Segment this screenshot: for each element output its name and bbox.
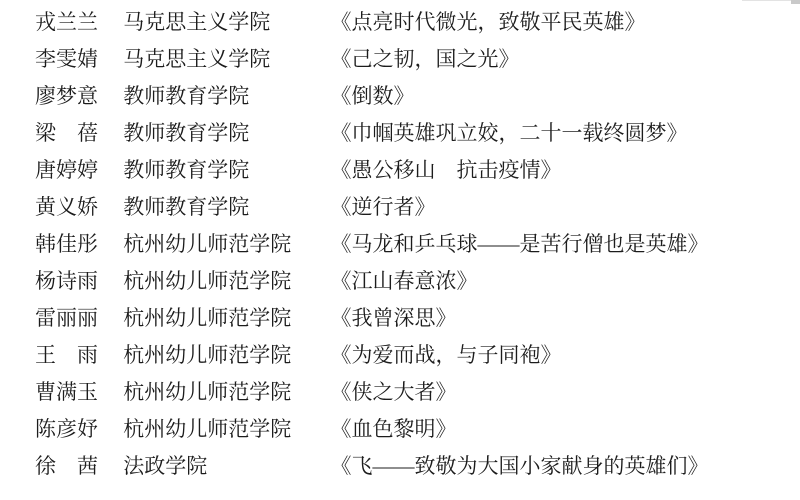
work-title: 《巾帼英雄巩立姣，二十一载终圆梦》 bbox=[330, 121, 688, 145]
college-name: 马克思主义学院 bbox=[123, 10, 271, 34]
college-name: 马克思主义学院 bbox=[123, 47, 271, 71]
college-name: 杭州幼儿师范学院 bbox=[123, 380, 292, 404]
student-name: 廖梦意 bbox=[35, 84, 98, 108]
student-name: 王 雨 bbox=[35, 343, 98, 367]
list-item bbox=[35, 189, 800, 226]
college-name: 杭州幼儿师范学院 bbox=[123, 232, 292, 256]
list-item bbox=[35, 152, 800, 189]
work-title: 《血色黎明》 bbox=[330, 417, 457, 441]
work-title: 《逆行者》 bbox=[330, 195, 436, 219]
work-title: 《我曾深思》 bbox=[330, 306, 457, 330]
list-item bbox=[35, 300, 800, 337]
list-item bbox=[35, 41, 800, 78]
work-title: 《倒数》 bbox=[330, 84, 415, 108]
student-name: 黄义娇 bbox=[35, 195, 98, 219]
college-name: 杭州幼儿师范学院 bbox=[123, 343, 292, 367]
work-title: 《点亮时代微光，致敬平民英雄》 bbox=[330, 10, 646, 34]
list-item bbox=[35, 226, 800, 263]
student-name: 梁 蓓 bbox=[35, 121, 98, 145]
student-name: 陈彦妤 bbox=[35, 417, 98, 441]
list-item bbox=[35, 374, 800, 411]
list-item bbox=[35, 411, 800, 448]
college-name: 教师教育学院 bbox=[123, 84, 250, 108]
college-name: 杭州幼儿师范学院 bbox=[123, 417, 292, 441]
student-name: 李雯婧 bbox=[35, 47, 98, 71]
college-name: 教师教育学院 bbox=[123, 195, 250, 219]
college-name: 杭州幼儿师范学院 bbox=[123, 269, 292, 293]
student-name: 唐婷婷 bbox=[35, 158, 98, 182]
work-title: 《飞——致敬为大国小家献身的英雄们》 bbox=[330, 454, 709, 478]
work-title: 《马龙和乒乓球——是苦行僧也是英雄》 bbox=[330, 232, 709, 256]
student-name: 雷丽丽 bbox=[35, 306, 98, 330]
work-title: 《为爱而战，与子同袍》 bbox=[330, 343, 562, 367]
work-title: 《愚公移山 抗击疫情》 bbox=[330, 158, 562, 182]
list-item bbox=[35, 263, 800, 300]
list-item bbox=[35, 337, 800, 374]
list-item bbox=[35, 115, 800, 152]
list-item bbox=[35, 448, 800, 485]
college-name: 教师教育学院 bbox=[123, 158, 250, 182]
work-title: 《己之韧，国之光》 bbox=[330, 47, 520, 71]
college-name: 杭州幼儿师范学院 bbox=[123, 306, 292, 330]
college-name: 法政学院 bbox=[123, 454, 208, 478]
work-title: 《侠之大者》 bbox=[330, 380, 457, 404]
scan-corner-artifact bbox=[791, 0, 800, 4]
student-name: 徐 茜 bbox=[35, 454, 98, 478]
college-name: 教师教育学院 bbox=[123, 121, 250, 145]
work-title: 《江山春意浓》 bbox=[330, 269, 478, 293]
student-name: 曹满玉 bbox=[35, 380, 98, 404]
student-name: 韩佳彤 bbox=[35, 232, 98, 256]
list-item bbox=[35, 4, 800, 41]
list-item bbox=[35, 78, 800, 115]
student-name: 戎兰兰 bbox=[35, 10, 98, 34]
student-name: 杨诗雨 bbox=[35, 269, 98, 293]
